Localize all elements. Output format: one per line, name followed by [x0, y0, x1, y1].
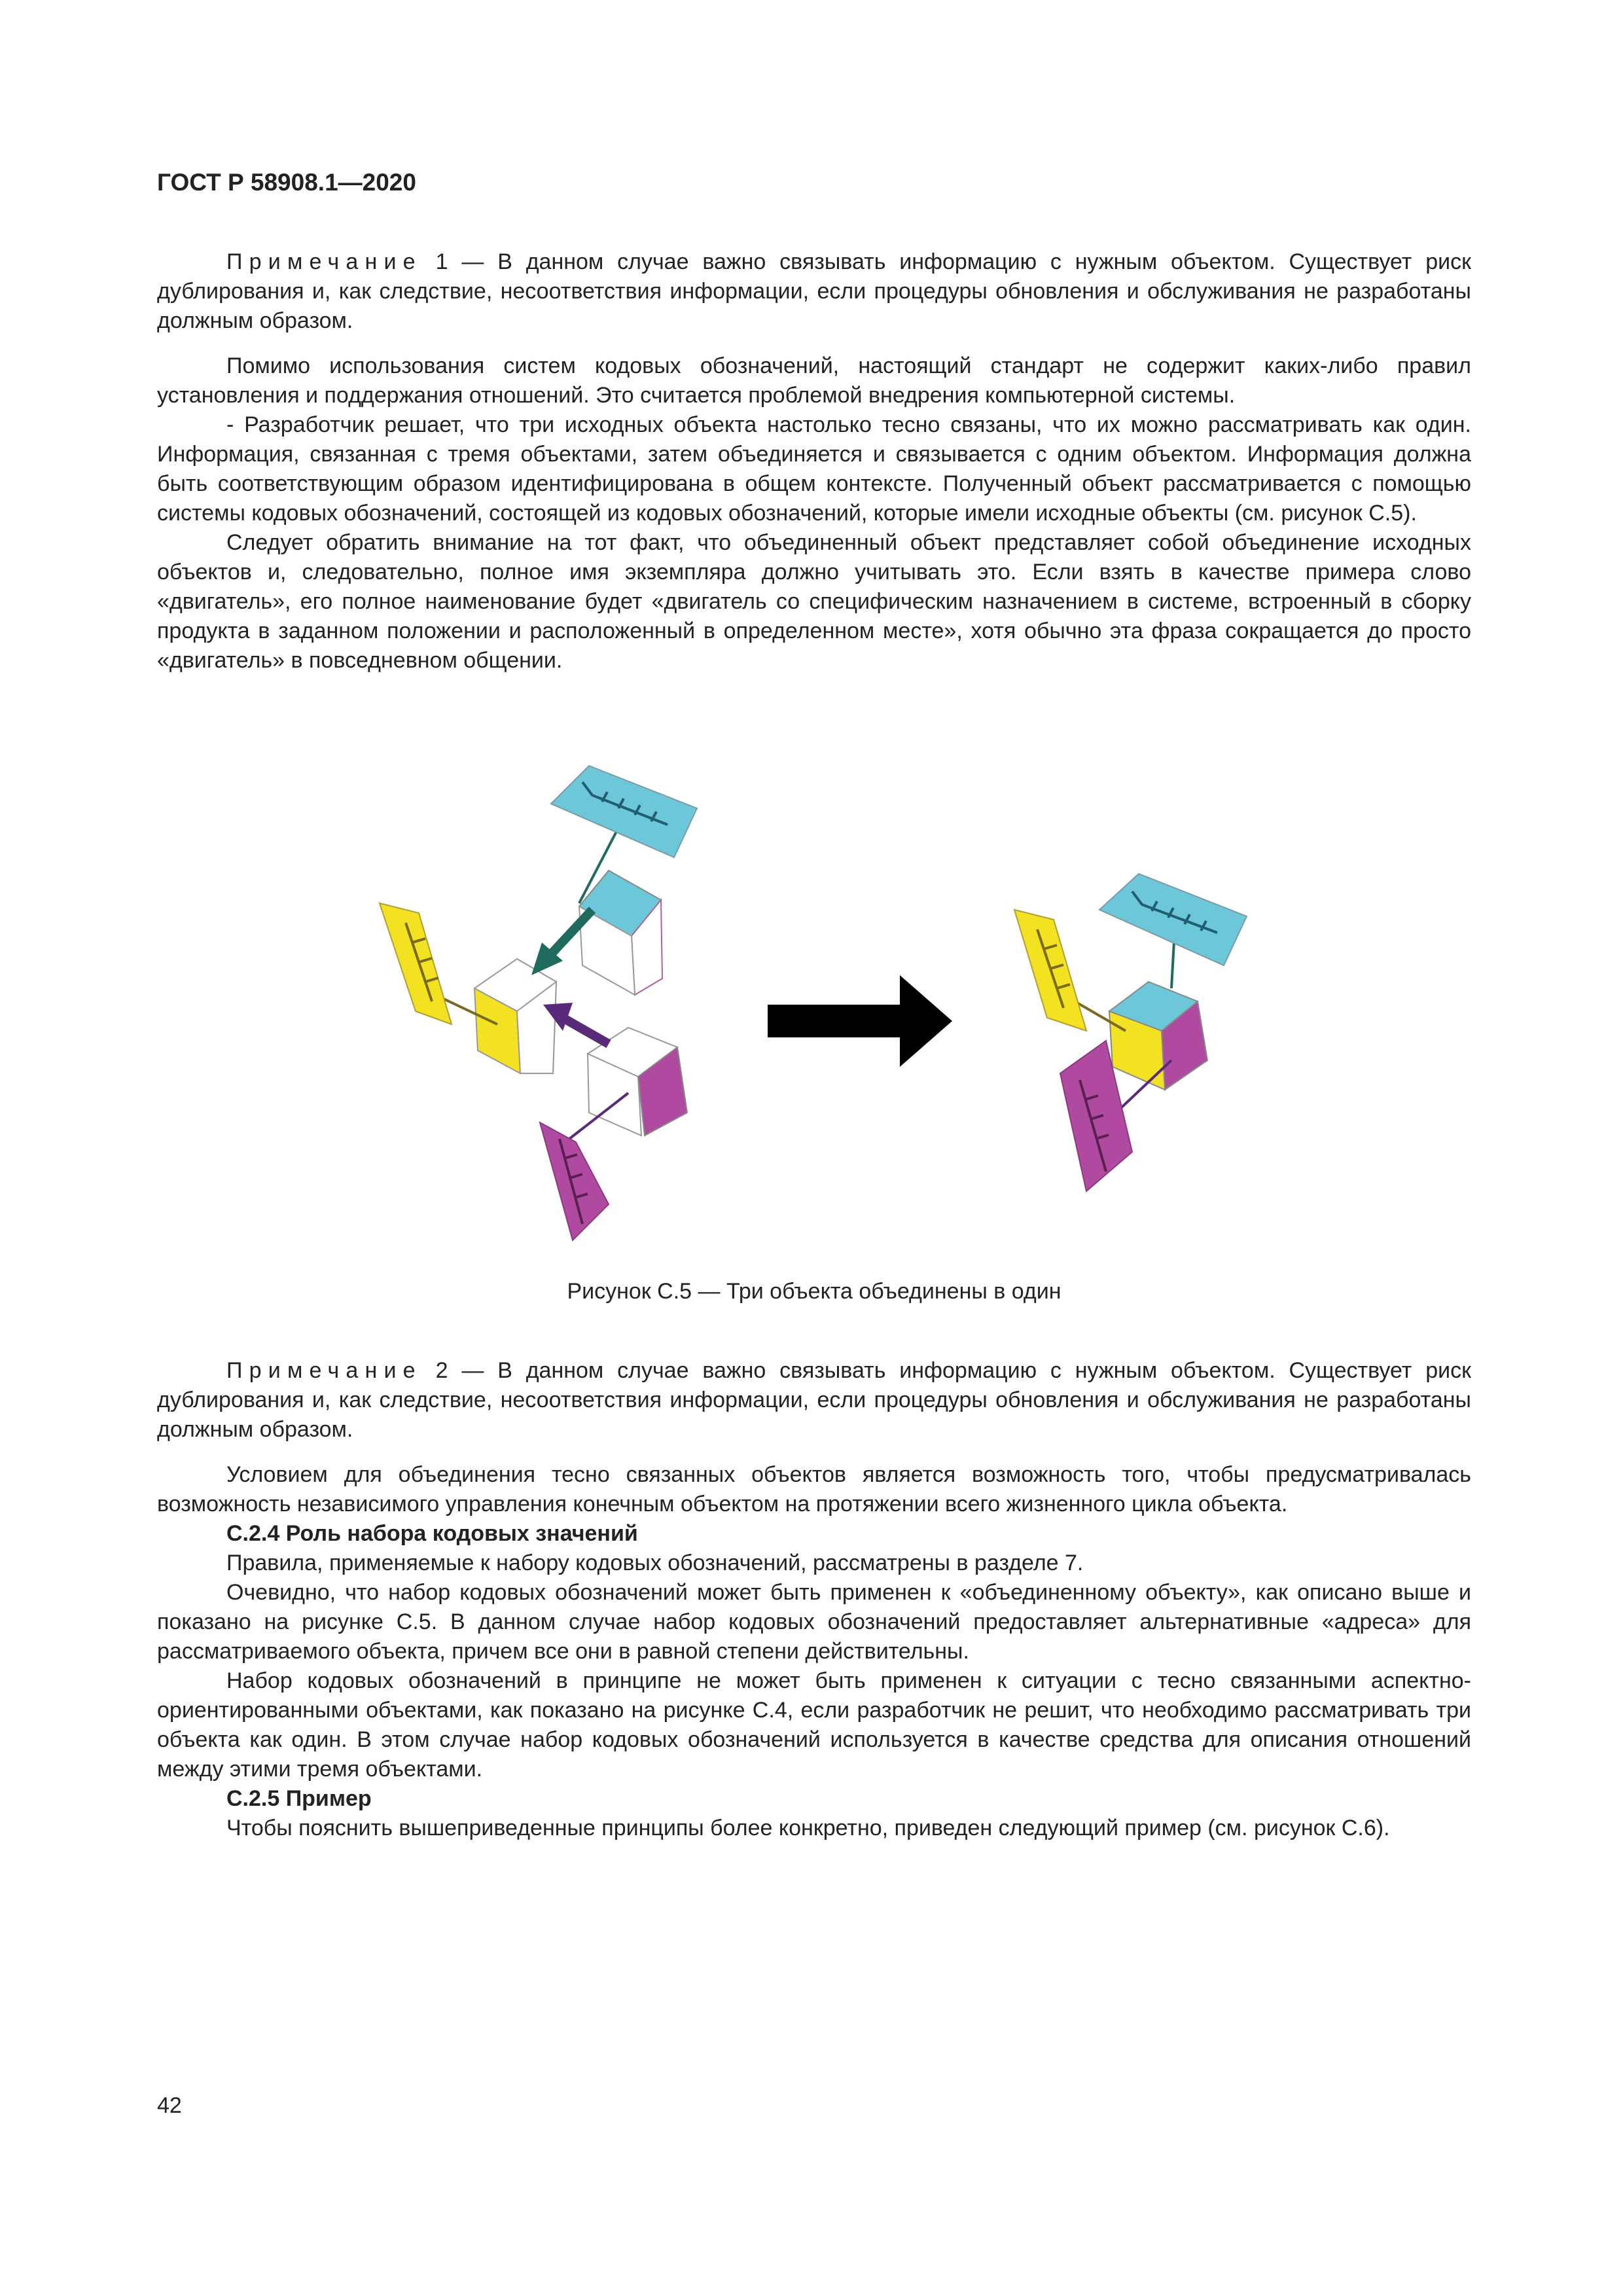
figure-caption: Рисунок С.5 — Три объекта объединены в один [567, 1279, 1061, 1304]
note-2-label: Примечание [226, 1358, 422, 1383]
paragraph: Следует обратить внимание на тот факт, что объединенный объект представляет собой объединение исходных объектов и, следовательно, полное имя экземпляра должно учитывать это. Если взять в качестве примера слово «двигатель», его полное наименование будет «двигатель со специфическим назначением в системе, встроенный в сборку продукта в заданном положении и расположенный в определенном месте», хотя обычно эта фраза сокращается до просто «двигатель» в повседневном общении. [157, 530, 1471, 673]
paragraph: Чтобы пояснить вышеприведенные принципы более конкретно, приведен следующий пример (см. рисунок С.6). [226, 1816, 1390, 1840]
figure-right-group [1014, 874, 1247, 1191]
note-1-label: Примечание [226, 249, 422, 274]
text-block-bottom [157, 1356, 1471, 1843]
cyan-card [551, 766, 697, 857]
paragraph: Набор кодовых обозначений в принципе не может быть применен к ситуации с тесно связанными аспектно-ориентированными объектами, как показано на рисунке С.4, если разработчик не решит, что необходимо рассматривать три объекта как один. В этом случае набор кодовых обозначений используется в качестве средства для описания отношений между этими тремя объектами. [157, 1668, 1471, 1782]
note-2 [157, 1356, 1471, 1444]
merge-arrow [768, 975, 952, 1067]
paragraph: Помимо использования систем кодовых обозначений, настоящий стандарт не содержит каких-либо правил установления и поддержания отношений. Это считается проблемой внедрения компьютерной системы. [157, 353, 1471, 408]
purple-arrow-shaft [563, 1018, 609, 1044]
document-header: ГОСТ Р 58908.1—2020 [157, 169, 416, 196]
page-number: 42 [157, 2093, 182, 2118]
paragraph: - Разработчик решает, что три исходных объекта настолько тесно связаны, что их можно рассматривать как один. Информация, связанная с тремя объектами, затем объединяется и связывается с одним объектом. Информация должна быть соответствующим образом идентифицирована в общем контексте. Полученный объект рассматривается с помощью системы кодовых обозначений, состоящей из кодовых обозначений, которые имели исходные объекты (см. рисунок С.5). [157, 412, 1471, 526]
magenta-card [540, 1122, 609, 1240]
section-heading-c25: С.2.5 Пример [226, 1786, 372, 1811]
note-1-text: 1 — В данном случае важно связывать информацию с нужным объектом. Существует риск дублирования и, как следствие, несоответствия информации, если процедуры обновления и обслуживания не разработаны должным образом. [157, 249, 1471, 333]
paragraph: Правила, применяемые к набору кодовых обозначений, рассматрены в разделе 7. [226, 1551, 1084, 1575]
section-heading-c24: С.2.4 Роль набора кодовых значений [226, 1521, 638, 1546]
paragraph: Условием для объединения тесно связанных объектов является возможность того, чтобы предусматривалась возможность независимого управления конечным объектом на протяжении всего жизненного цикла объекта. [157, 1462, 1471, 1516]
figure-left-group [380, 766, 697, 1240]
paragraph: Очевидно, что набор кодовых обозначений может быть применен к «объединенному объекту», как описано выше и показано на рисунке С.5. В данном случае набор кодовых обозначений предоставляет альтернативные «адреса» для рассматриваемого объекта, причем все они в равной степени действительны. [157, 1580, 1471, 1664]
note-2-text: 2 — В данном случае важно связывать информацию с нужным объектом. Существует риск дублирования и, как следствие, несоответствия информации, если процедуры обновления и обслуживания не разработаны должным образом. [157, 1358, 1471, 1442]
yellow-card [380, 903, 452, 1024]
